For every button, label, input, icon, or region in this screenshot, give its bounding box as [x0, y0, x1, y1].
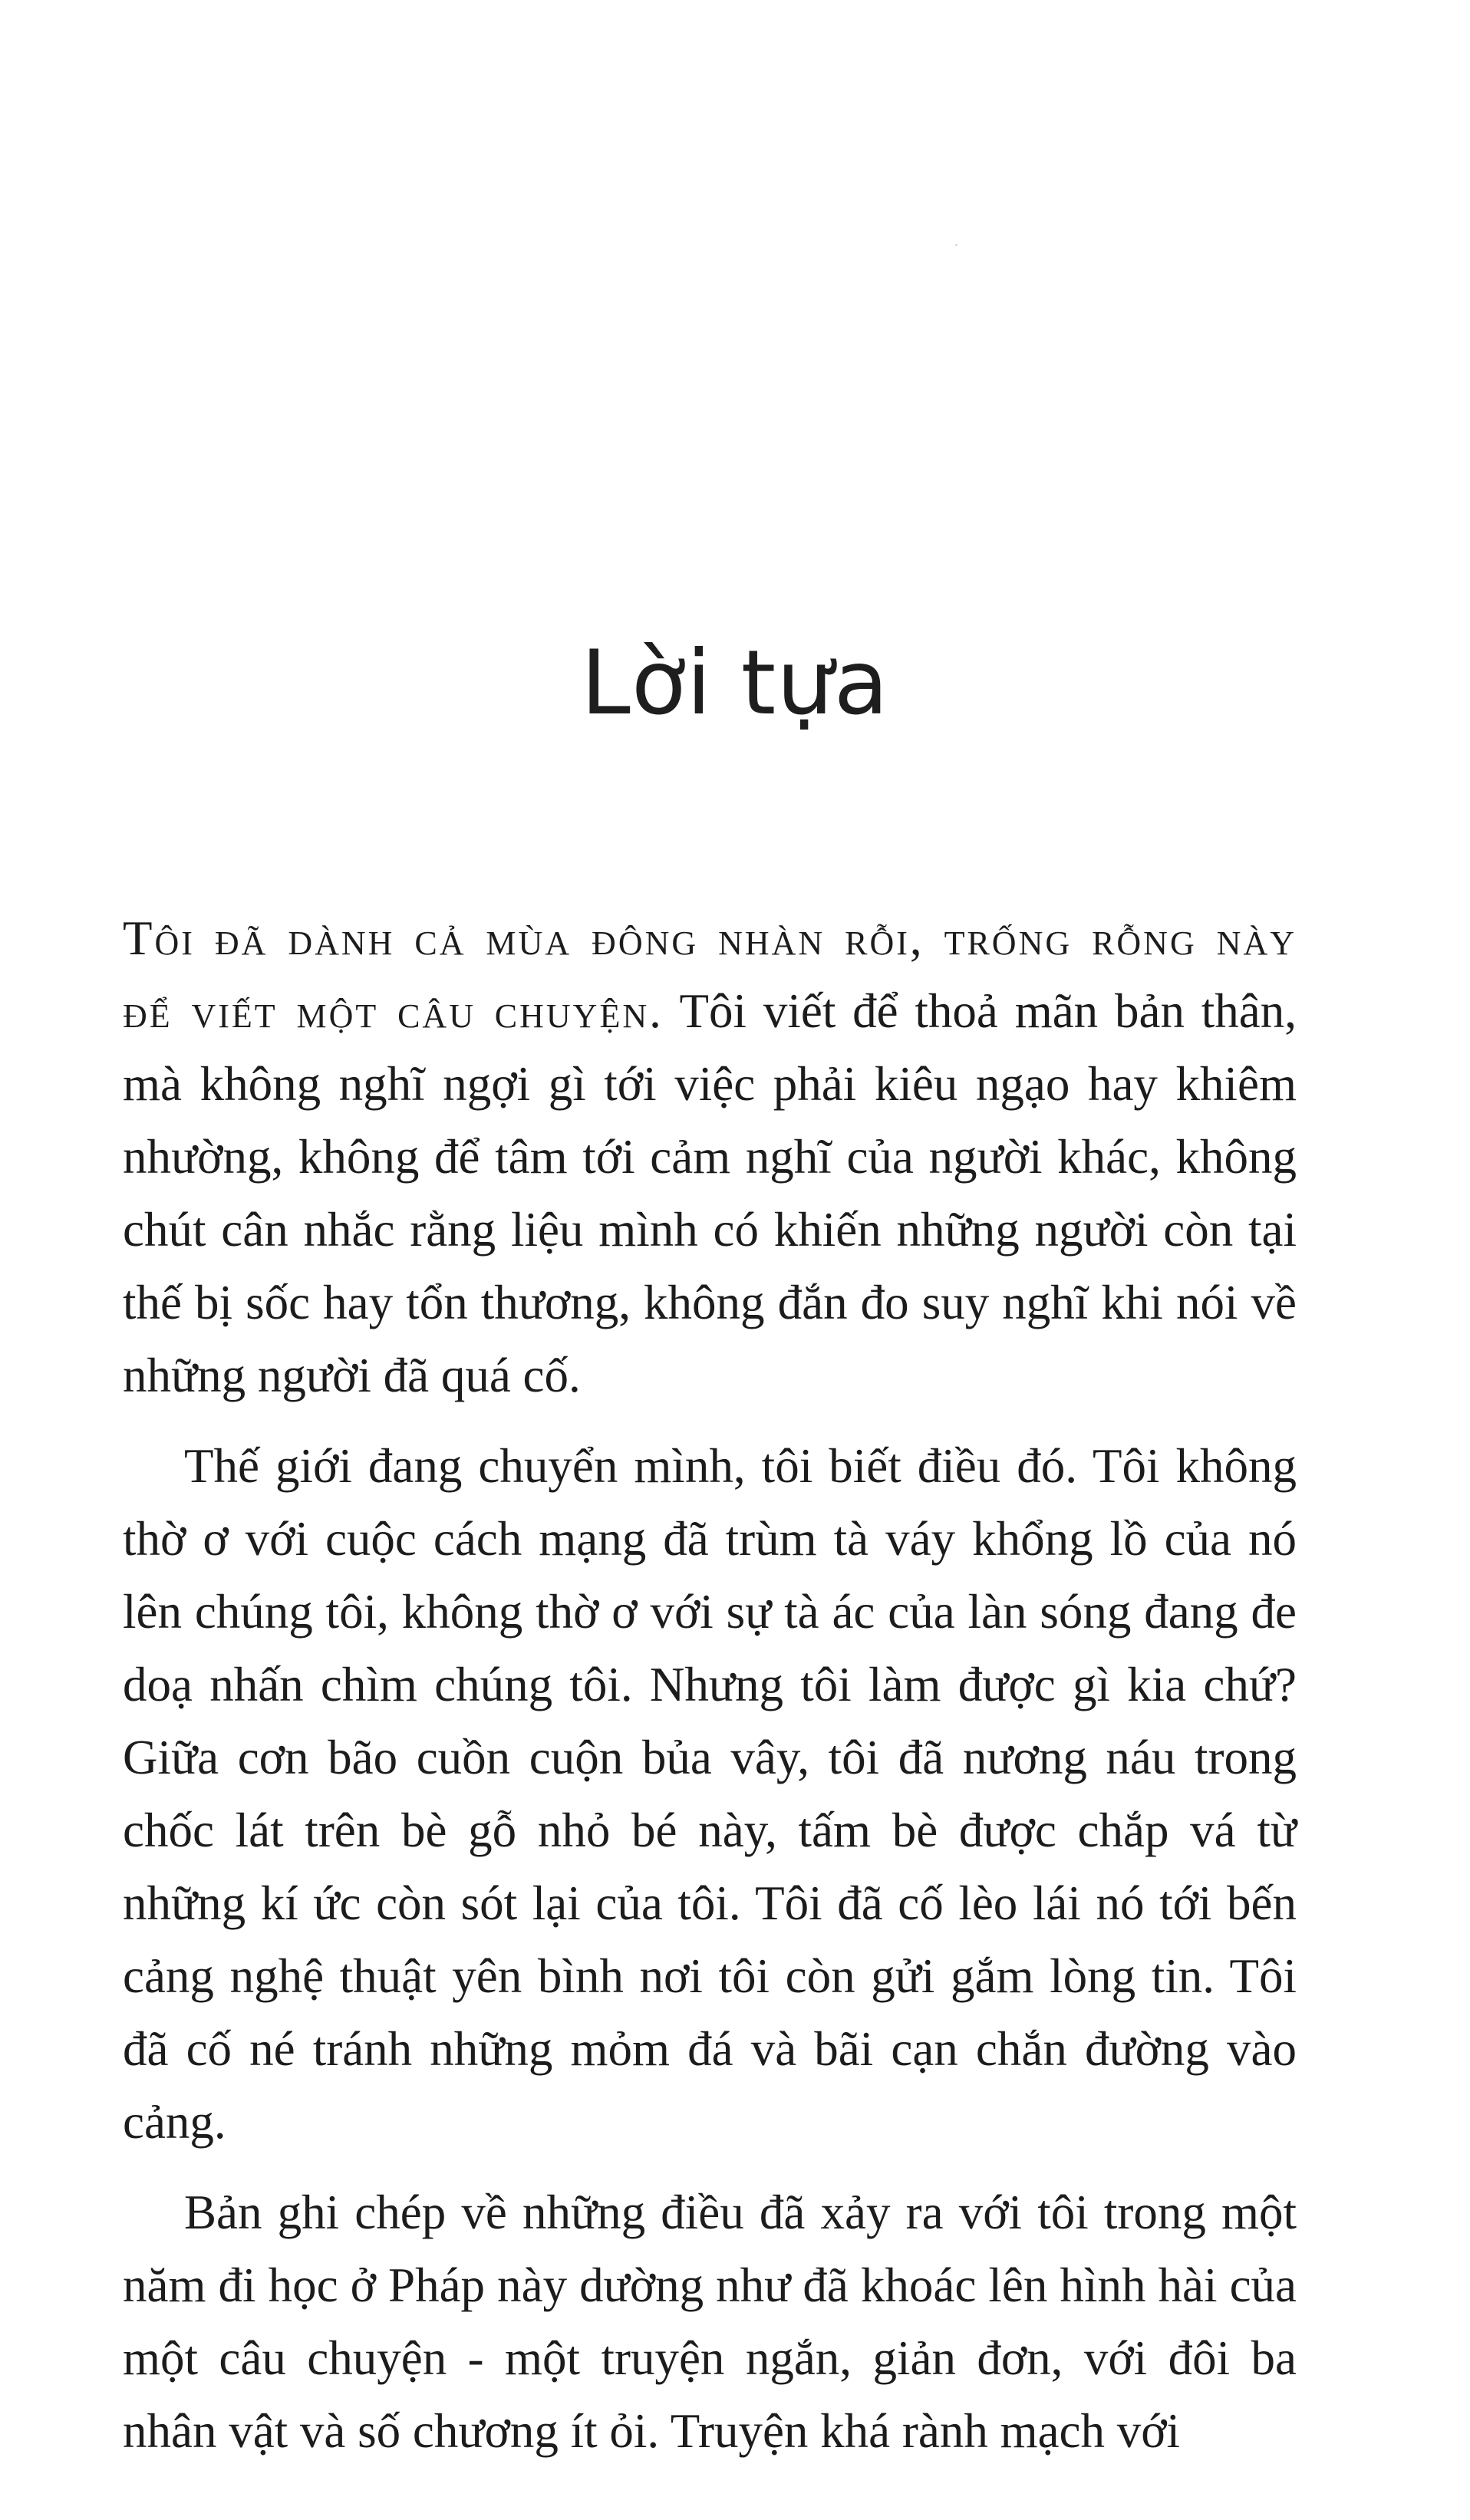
- paragraph-3: Bản ghi chép về những điều đã xảy ra với tôi trong một năm đi học ở Pháp này dường như đã khoác lên hình hài của một câu chuyện - một truyện ngắn, giản đơn, với đôi ba nhân vật và số chương ít ỏi. Truyện khá rành mạch với: [123, 2186, 1297, 2458]
- paragraph-1-text: Tôi viết để thoả mãn bản thân, mà không nghĩ ngợi gì tới việc phải kiêu ngạo hay khiêm nhường, không để tâm tới cảm nghĩ của người khác, không chút cân nhắc rằng liệu mình có khiến những người còn tại thế bị sốc hay tổn thương, không đắn đo suy nghĩ khi nói về những người đã quá cố.: [123, 984, 1297, 1402]
- paragraph-lead-smallcaps: Tôi đã dành cả mùa đông nhàn rỗi, trống rỗng này để viết một câu chuyện.: [123, 911, 1297, 1038]
- body-text: [123, 902, 1297, 2468]
- chapter-title: Lời tựa: [581, 631, 889, 735]
- paragraph-2: Thế giới đang chuyển mình, tôi biết điều đó. Tôi không thờ ơ với cuộc cách mạng đã trùm tà váy khổng lồ của nó lên chúng tôi, không thờ ơ với sự tà ác của làn sóng đang đe doạ nhấn chìm chúng tôi. Nhưng tôi làm được gì kia chứ? Giữa cơn bão cuồn cuộn bủa vây, tôi đã nương náu trong chốc lát trên bè gỗ nhỏ bé này, tấm bè được chắp vá từ những kí ức còn sót lại của tôi. Tôi đã cố lèo lái nó tới bến cảng nghệ thuật yên bình nơi tôi còn gửi gắm lòng tin. Tôi đã cố né tránh những mỏm đá và bãi cạn chắn đường vào cảng.: [123, 1439, 1297, 2149]
- paragraph-1: [123, 902, 1297, 1412]
- scan-speck: [955, 244, 957, 246]
